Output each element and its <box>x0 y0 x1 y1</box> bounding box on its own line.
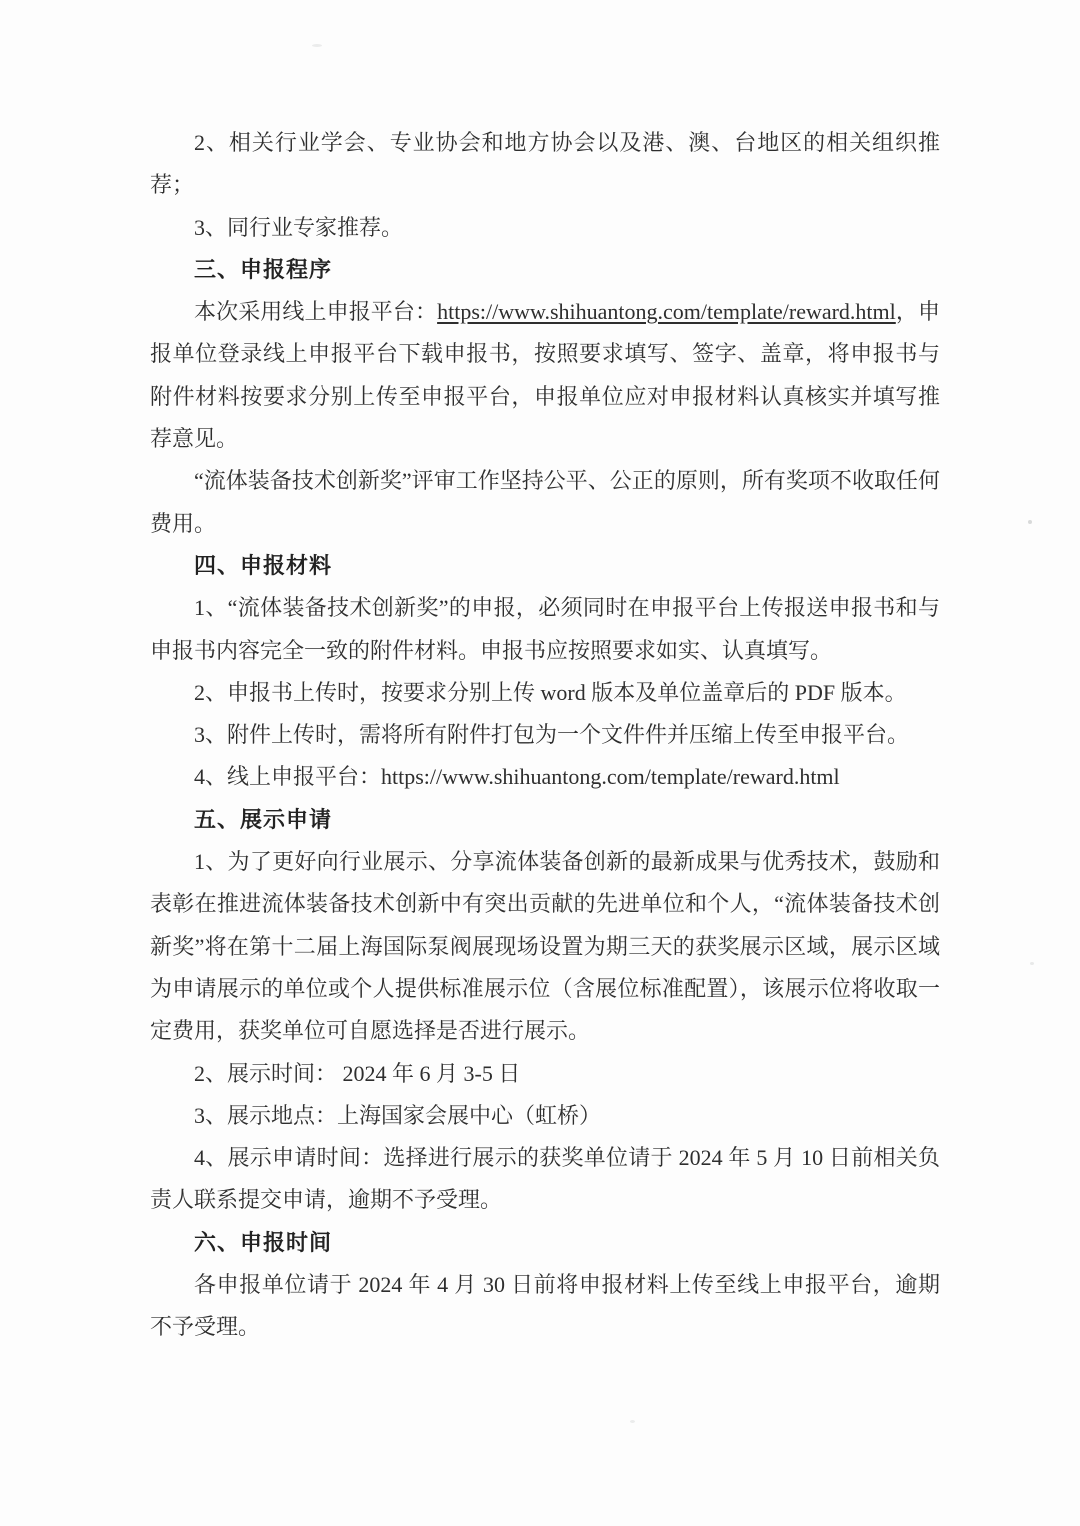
scan-artifact <box>630 1420 635 1423</box>
text-run: 3、同行业专家推荐。 <box>194 214 404 240</box>
paragraph <box>150 1264 940 1349</box>
text-run: 1、“流体装备技术创新奖”的申报，必须同时在申报平台上传报送申报书和与申报书内容完全一致的附件材料。申报书应按照要求如实、认真填写。 <box>150 595 940 663</box>
paragraph <box>150 1137 940 1222</box>
text-run: 1、为了更好向行业展示、分享流体装备创新的最新成果与优秀技术，鼓励和表彰在推进流体装备技术创新中有突出贡献的先进单位和个人，“流体装备技术创新奖”将在第十二届上海国际泵阀展现场设置为期三天的获奖展示区域，展示区域为申请展示的单位或个人提供标准展示位（含展位标准配置），该展示位将收取一定费用，获奖单位可自愿选择是否进行展示。 <box>150 849 940 1044</box>
paragraph <box>150 1095 940 1137</box>
paragraph <box>150 841 940 1052</box>
text-run: 五、展示申请 <box>194 806 333 832</box>
paragraph <box>150 1053 940 1095</box>
section-heading <box>150 1222 940 1264</box>
paragraph <box>150 672 940 714</box>
scan-artifact <box>1030 962 1034 965</box>
text-run: 4、线上申报平台：https://www.shihuantong.com/template/reward.html <box>194 764 840 790</box>
section-heading <box>150 799 940 841</box>
paragraph <box>150 122 940 207</box>
paragraph <box>150 756 940 798</box>
text-run: 2、相关行业学会、专业协会和地方协会以及港、澳、台地区的相关组织推荐； <box>150 130 940 198</box>
document-content <box>150 122 940 1349</box>
paragraph <box>150 460 940 545</box>
paragraph <box>150 207 940 249</box>
scan-artifact <box>312 44 322 47</box>
paragraph <box>150 587 940 672</box>
paragraph <box>150 291 940 460</box>
scan-artifact <box>1028 520 1032 524</box>
text-run: ，申报单位登录线上申报平台下载申报书，按照要求填写、签字、盖章，将申报书与附件材料按要求分别上传至申报平台，申报单位应对申报材料认真核实并填写推荐意见。 <box>150 299 940 452</box>
text-run: 2、展示时间： 2024 年 6 月 3-5 日 <box>194 1060 521 1086</box>
section-heading <box>150 249 940 291</box>
text-run: 四、申报材料 <box>194 552 333 578</box>
paragraph <box>150 714 940 756</box>
section-heading <box>150 545 940 587</box>
text-run: 本次采用线上申报平台： <box>194 299 438 325</box>
text-run: 六、申报时间 <box>194 1229 333 1255</box>
text-run: 各申报单位请于 2024 年 4 月 30 日前将申报材料上传至线上申报平台，逾期不予受理。 <box>150 1272 940 1340</box>
text-run: 4、展示申请时间：选择进行展示的获奖单位请于 2024 年 5 月 10 日前相关负责人联系提交申请，逾期不予受理。 <box>150 1145 940 1213</box>
text-run: “流体装备技术创新奖”评审工作坚持公平、公正的原则，所有奖项不收取任何费用。 <box>150 468 940 536</box>
text-run: 3、展示地点：上海国家会展中心（虹桥） <box>194 1102 602 1128</box>
text-run: 2、申报书上传时，按要求分别上传 word 版本及单位盖章后的 PDF 版本。 <box>194 679 907 705</box>
text-run: 3、附件上传时，需将所有附件打包为一个文件件并压缩上传至申报平台。 <box>194 722 910 748</box>
text-run: 三、申报程序 <box>194 256 333 282</box>
url-text: https://www.shihuantong.com/template/reward.html <box>437 299 896 325</box>
